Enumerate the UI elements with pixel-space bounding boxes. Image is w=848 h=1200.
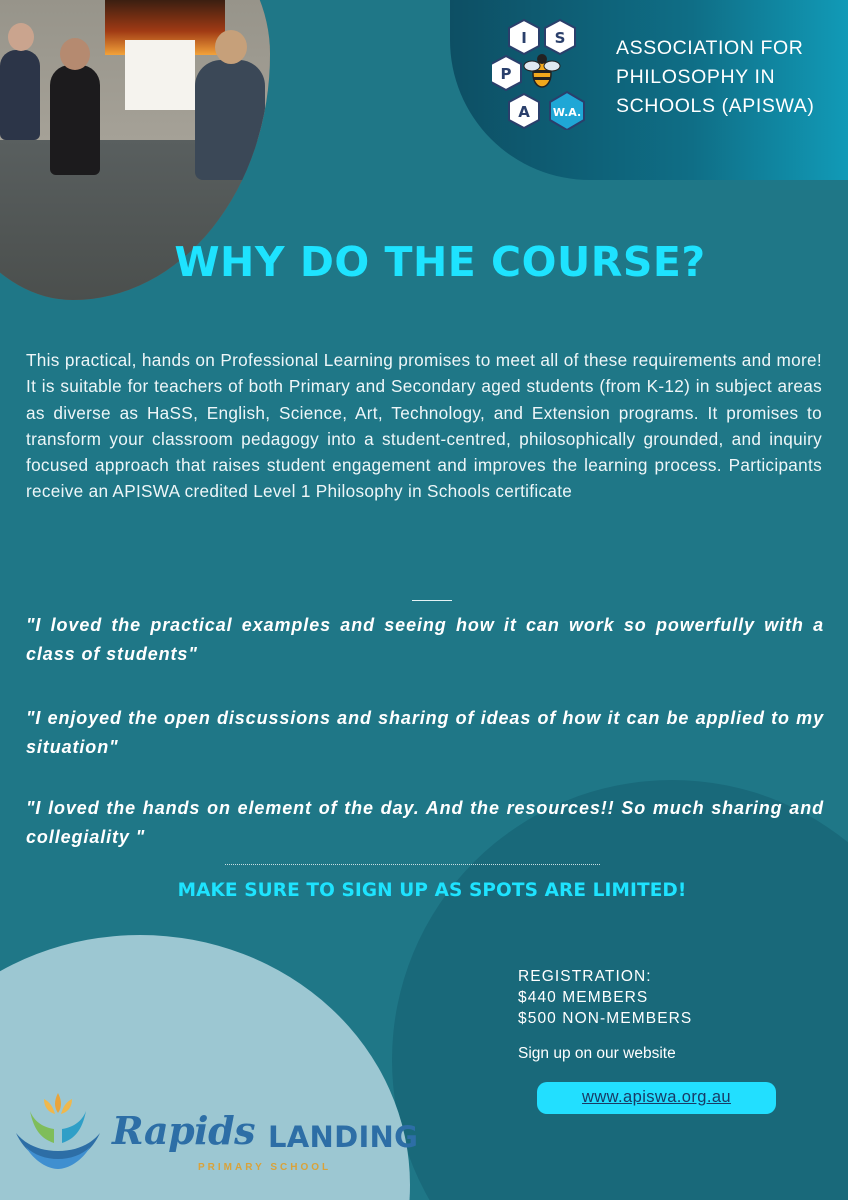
school-subtitle: PRIMARY SCHOOL — [198, 1162, 332, 1173]
svg-text:S: S — [554, 29, 566, 47]
svg-text:P: P — [500, 65, 512, 83]
org-name-line: PHILOSOPHY IN — [616, 66, 776, 88]
divider — [412, 600, 452, 601]
website-button[interactable] — [537, 1082, 776, 1114]
page-headline: WHY DO THE COURSE? — [174, 238, 706, 286]
website-link[interactable]: www.apiswa.org.au — [582, 1088, 731, 1106]
bee-icon — [524, 54, 560, 87]
org-name-line: SCHOOLS (APISWA) — [616, 95, 815, 117]
call-to-action: MAKE SURE TO SIGN UP AS SPOTS ARE LIMITED! — [177, 880, 687, 901]
org-name-line: ASSOCIATION FOR — [616, 37, 804, 59]
signup-text: Sign up on our website — [518, 1045, 676, 1062]
dotted-divider — [225, 864, 600, 865]
non-member-price: $500 NON-MEMBERS — [518, 1010, 693, 1027]
svg-text:W.A.: W.A. — [552, 106, 582, 119]
registration-info — [518, 966, 818, 1029]
school-name: LANDING — [268, 1120, 419, 1154]
course-description: This practical, hands on Professional Learning promises to meet all of these requirements and more! It is suitable for teachers of both Primary and Secondary aged students (from K-12) in subject areas as diverse as HaSS, English, Science, Art, Technology, and Extension programs. It promises to transform your classroom pedagogy into a student-centred, philosophically grounded, and inquiry focused approach that raises student engagement and improves the learning process. Participants receive an APISWA credited Level 1 Philosophy in Schools certificate — [26, 350, 822, 502]
testimonial-quote: "I loved the hands on element of the day. And the resources!! So much sharing and collegiality " — [26, 798, 824, 847]
svg-text:I: I — [521, 29, 527, 47]
testimonial-quote: "I loved the practical examples and seeing how it can work so powerfully with a class of students" — [26, 615, 824, 664]
apiswa-logo — [492, 18, 592, 130]
organization-name — [616, 34, 846, 121]
member-price: $440 MEMBERS — [518, 989, 649, 1006]
school-name: Rapids — [112, 1108, 256, 1153]
testimonial-quote: "I enjoyed the open discussions and sharing of ideas of how it can be applied to my situation" — [26, 708, 824, 757]
svg-text:A: A — [518, 103, 530, 121]
book-hands-icon — [8, 1085, 108, 1175]
registration-heading: REGISTRATION: — [518, 968, 652, 985]
